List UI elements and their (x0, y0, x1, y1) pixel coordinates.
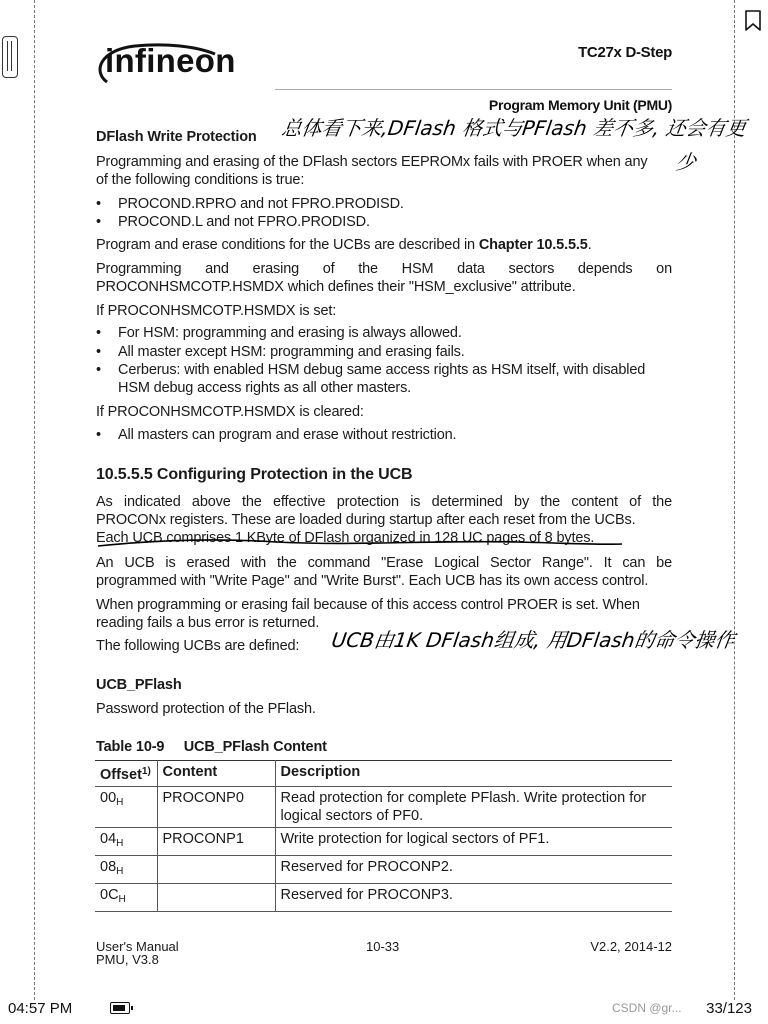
infineon-logo (95, 38, 236, 90)
handwritten-underline (96, 536, 626, 552)
section-title: Program Memory Unit (PMU) (488, 97, 672, 113)
ucb-p1-line1: As indicated above the effective protection is determined by the content of the (96, 494, 672, 510)
ucb-p2-line2: programmed with "Write Page" and "Write Burst". Each UCB has its own access control. (96, 573, 649, 589)
dflash-p2: Program and erase conditions for the UCBs are described in Chapter 10.5.5.5. (96, 237, 592, 253)
dflash-p3-line2: PROCONHSMCOTP.HSMDX which defines their "HSM_exclusive" attribute. (96, 279, 576, 295)
table-row (95, 884, 672, 912)
ucb-pflash-text: Password protection of the PFlash. (96, 701, 316, 717)
column-header: Content (157, 761, 275, 787)
offset-cell: $08_H$ (95, 856, 157, 884)
handwritten-note-1: 总体看下来,DFlash 格式与PFlash 差不多, 还会有更 (280, 116, 748, 140)
table-row (95, 828, 672, 856)
battery-icon (110, 1002, 130, 1014)
footer-version: V2.2, 2014-12 (590, 939, 672, 954)
footer-page-number: 10-33 (366, 939, 400, 954)
description-cell: Reserved for PROCONP3. (275, 884, 672, 912)
column-header: Description (275, 761, 672, 787)
dflash-p3-line1: Programming and erasing of the HSM data sectors depends on (96, 261, 672, 277)
page-counter[interactable]: 33/123 (706, 1000, 752, 1017)
ucb-p3-line1: When programming or erasing fail because of this access control PROER is set. When (96, 597, 640, 613)
offset-cell: $0C_H$ (95, 884, 157, 912)
content-cell (157, 856, 275, 884)
chapter-reference[interactable]: Chapter 10.5.5.5 (478, 237, 588, 253)
content-cell (157, 884, 275, 912)
list-item: • For HSM: programming and erasing is always allowed. (118, 324, 462, 342)
ucb-pflash-table (95, 760, 672, 912)
document-title: TC27x D-Step (578, 44, 672, 61)
offset-cell: $00_H$ (95, 787, 157, 828)
dflash-p1-line1: Programming and erasing of the DFlash sectors EEPROMx fails with PROER when any (96, 154, 648, 170)
footer-module-version: PMU, V3.8 (96, 952, 159, 967)
ucb-section-heading: 10.5.5.5 Configuring Protection in the UCB (96, 466, 413, 483)
footer-manual: User's Manual (96, 939, 179, 954)
description-cell: Read protection for complete PFlash. Write protection for logical sectors of PF0. (275, 787, 672, 828)
logo-text: infineon (105, 42, 236, 79)
table-caption: Table 10-9 UCB_PFlash Content (96, 739, 327, 755)
ucb-p2-line1: An UCB is erased with the command "Erase Logical Sector Range". It can be (96, 555, 672, 571)
status-time: 04:57 PM (8, 1000, 73, 1017)
table-row (95, 856, 672, 884)
left-margin-guide (34, 0, 35, 1000)
ucb-p3-line2: reading fails a bus error is returned. (96, 615, 320, 631)
list-item: • Cerberus: with enabled HSM debug same access rights as HSM itself, with disabled (118, 361, 645, 379)
dflash-heading: DFlash Write Protection (96, 129, 257, 145)
list-item: • All master except HSM: programming and erasing fails. (118, 343, 465, 361)
ucb-p1-line3: Each UCB comprises 1 KByte of DFlash organized in 128 UC pages of 8 bytes. (96, 530, 595, 546)
ucb-p4: The following UCBs are defined: (96, 638, 300, 654)
ucb-pflash-heading: UCB_PFlash (96, 677, 182, 693)
content-cell: PROCONP1 (157, 828, 275, 856)
list-item: • All masters can program and erase without restriction. (118, 426, 456, 444)
list-item: • PROCOND.L and not FPRO.PRODISD. (118, 213, 370, 231)
offset-cell: $04_H$ (95, 828, 157, 856)
right-margin-guide (734, 0, 735, 1000)
content-cell: PROCONP0 (157, 787, 275, 828)
header-rule (275, 89, 672, 90)
list-item: • PROCOND.RPRO and not FPRO.PRODISD. (118, 195, 404, 213)
sidebar-toggle-icon[interactable] (2, 36, 18, 78)
dflash-p5: If PROCONHSMCOTP.HSMDX is cleared: (96, 404, 364, 420)
dflash-p4: If PROCONHSMCOTP.HSMDX is set: (96, 303, 337, 319)
dflash-p1-line2: of the following conditions is true: (96, 172, 305, 188)
table-header-row (95, 761, 672, 787)
handwritten-note-2: UCB由1K DFlash组成, 用DFlash的命令操作 (330, 628, 737, 652)
bookmark-icon[interactable] (744, 10, 762, 32)
description-cell: Reserved for PROCONP2. (275, 856, 672, 884)
ucb-p1-line2: PROCONx registers. These are loaded during startup after each reset from the UCBs. (96, 512, 636, 528)
column-header: Offset$^{1)}$ (95, 761, 157, 787)
list-item-continuation: HSM debug access rights as all other masters. (118, 380, 412, 396)
table-row (95, 787, 672, 828)
description-cell: Write protection for logical sectors of PF1. (275, 828, 672, 856)
watermark: CSDN @gr... (612, 1001, 682, 1015)
handwritten-note-1-tail: 少 (674, 150, 698, 174)
